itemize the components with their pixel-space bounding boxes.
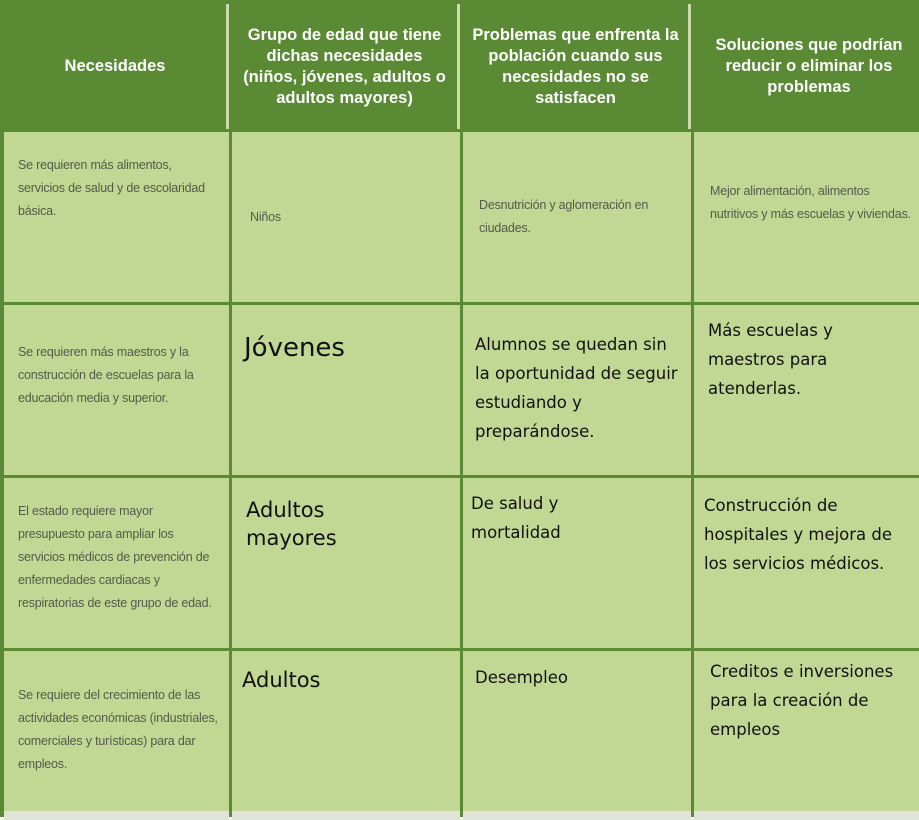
table-row-3-problem-cell	[463, 478, 691, 648]
row-4-solution: Creditos e inversiones para la creación de empleos	[710, 662, 894, 739]
row-1-problem: Desnutrición y aglomeración en ciudades.	[479, 198, 649, 235]
table-row-3-group-cell	[232, 478, 460, 648]
table-row-3-need-cell	[4, 478, 229, 648]
row-1-solution: Mejor alimentación, alimentos nutritivos y más escuelas y viviendas.	[710, 184, 911, 221]
header-problemas: Problemas que enfrenta la población cuando sus necesidades no se satisfacen	[463, 4, 691, 129]
row-3-problem: De salud y mortalidad	[471, 494, 561, 542]
bottom-shadow	[694, 811, 919, 820]
row-4-problem: Desempleo	[475, 668, 568, 687]
bottom-shadow	[4, 811, 229, 820]
table-row-1-solution-cell	[694, 132, 919, 302]
table-row-1-problem-cell	[463, 132, 691, 302]
table-row-4-need-cell	[4, 651, 229, 820]
row-1-need: Se requieren más alimentos, servicios de salud y de escolaridad básica.	[18, 158, 205, 218]
bottom-shadow	[463, 811, 691, 820]
header-soluciones: Soluciones que podrían reducir o eliminar los problemas	[694, 4, 919, 129]
row-4-need: Se requiere del crecimiento de las actividades económicas (industriales, comerciales y turísticas) para dar empleos.	[18, 688, 218, 771]
table-row-1-need-cell	[4, 132, 229, 302]
table-row-2-solution-cell	[694, 305, 919, 475]
row-4-group: Adultos	[242, 668, 321, 692]
row-2-group: Jóvenes	[244, 333, 345, 363]
bottom-shadow	[232, 811, 460, 820]
header-necesidades: Necesidades	[4, 4, 229, 129]
table-grid	[4, 4, 915, 808]
row-3-solution: Construcción de hospitales y mejora de los servicios médicos.	[704, 496, 893, 573]
row-3-group: Adultos mayores	[246, 498, 337, 550]
table-row-2-problem-cell	[463, 305, 691, 475]
row-1-group: Niños	[250, 210, 281, 224]
table-row-4-group-cell	[232, 651, 460, 820]
row-3-need: El estado requiere mayor presupuesto para ampliar los servicios médicos de prevención de enfermedades cardiacas y respiratorias de este grupo de edad.	[18, 504, 212, 610]
header-grupo-de-edad: Grupo de edad que tiene dichas necesidades (niños, jóvenes, adultos o adultos mayores)	[232, 4, 460, 129]
table-row-2-group-cell	[232, 305, 460, 475]
row-2-need: Se requieren más maestros y la construcción de escuelas para la educación media y superior.	[18, 345, 194, 405]
table-row-4-solution-cell	[694, 651, 919, 820]
row-2-solution: Más escuelas y maestros para atenderlas.	[708, 321, 833, 398]
table-row-1-group-cell	[232, 132, 460, 302]
table-row-2-need-cell	[4, 305, 229, 475]
table-row-3-solution-cell	[694, 478, 919, 648]
table-row-4-problem-cell	[463, 651, 691, 820]
row-2-problem: Alumnos se quedan sin la oportunidad de seguir estudiando y preparándose.	[475, 335, 678, 441]
